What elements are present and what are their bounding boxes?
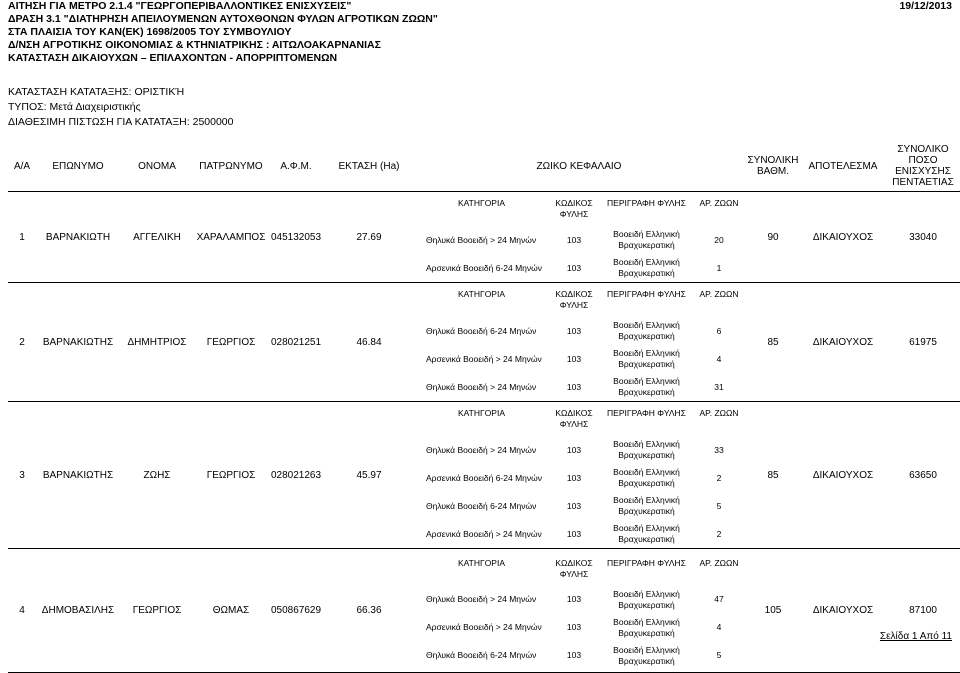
sub-col-category: ΚΑΤΗΓΟΡΙΑ [457, 198, 506, 208]
animal-row [414, 254, 744, 282]
animal-row [414, 586, 744, 614]
cell-area: 66.36 [324, 549, 414, 673]
animal-count: 2 [716, 528, 722, 539]
col-total: ΣΥΝΟΛΙΚΟ ΠΟΣΟ ΕΝΙΣΧΥΣΗΣ ΠΕΝΤΑΕΤΙΑΣ [884, 141, 960, 192]
animal-count: 33 [714, 444, 724, 455]
animal-row [414, 436, 744, 464]
animal-count: 2 [716, 472, 722, 483]
col-name: ΟΝΟΜΑ [120, 141, 194, 192]
cell-total: 63650 [884, 402, 960, 549]
cell-aa: 4 [8, 549, 36, 673]
sub-col-count: ΑΡ. ΖΩΩΝ [699, 198, 739, 208]
document-header [8, 0, 952, 65]
cell-total: 61975 [884, 283, 960, 402]
animal-category: Αρσενικά Βοοειδή > 24 Μηνών [426, 622, 542, 632]
beneficiaries-table [8, 141, 960, 673]
cell-result: ΔΙΚΑΙΟΥΧΟΣ [802, 192, 884, 283]
animal-category: Θηλυκά Βοοειδή > 24 Μηνών [426, 444, 537, 455]
cell-aa: 2 [8, 283, 36, 402]
cell-afm: 050867629 [268, 549, 324, 673]
animal-description: Βοοειδή Ελληνική Βραχυκερατική [613, 348, 680, 369]
cell-total: 33040 [884, 192, 960, 283]
cell-capital [414, 192, 744, 283]
animal-category: Θηλυκά Βοοειδή 6-24 Μηνών [426, 650, 537, 660]
document-date: 19/12/2013 [899, 0, 952, 12]
cell-father: ΓΕΩΡΓΙΟΣ [194, 283, 268, 402]
cell-father: ΧΑΡΑΛΑΜΠΟΣ [194, 192, 268, 283]
sub-col-code: ΚΩΔΙΚΟΣ ΦΥΛΗΣ [555, 198, 593, 219]
col-capital: ΖΩΙΚΟ ΚΕΦΑΛΑΙΟ [414, 141, 744, 192]
animal-category: Θηλυκά Βοοειδή 6-24 Μηνών [426, 500, 537, 511]
animal-count: 20 [714, 234, 724, 245]
cell-name: ΖΩΗΣ [120, 402, 194, 549]
ranking-meta [8, 85, 233, 130]
animal-description: Βοοειδή Ελληνική Βραχυκερατική [613, 644, 680, 666]
animal-header-row [414, 192, 744, 226]
animal-code: 103 [566, 353, 582, 364]
col-area: ΕΚΤΑΣΗ (Ha) [324, 141, 414, 192]
animal-count: 5 [716, 650, 722, 660]
page-number: Σελίδα 1 Από 11 [879, 631, 952, 642]
animal-category: Θηλυκά Βοοειδή > 24 Μηνών [426, 594, 537, 604]
animal-header-row [414, 552, 744, 586]
animal-category: Θηλυκά Βοοειδή 6-24 Μηνών [426, 325, 537, 336]
animal-header-row [414, 402, 744, 436]
cell-result: ΔΙΚΑΙΟΥΧΟΣ [802, 283, 884, 402]
animal-capital-table [414, 552, 744, 670]
sub-col-code: ΚΩΔΙΚΟΣ ΦΥΛΗΣ [555, 289, 593, 310]
cell-area: 27.69 [324, 192, 414, 283]
sub-col-category: ΚΑΤΗΓΟΡΙΑ [457, 289, 506, 299]
animal-description: Βοοειδή Ελληνική Βραχυκερατική [613, 495, 680, 516]
cell-result: ΔΙΚΑΙΟΥΧΟΣ [802, 549, 884, 673]
animal-row [414, 373, 744, 401]
cell-father: ΓΕΩΡΓΙΟΣ [194, 402, 268, 549]
sub-col-description: ΠΕΡΙΓΡΑΦΗ ΦΥΛΗΣ [607, 408, 686, 418]
available-credit: ΔΙΑΘΕΣΙΜΗ ΠΙΣΤΩΣΗ ΓΙΑ ΚΑΤΑΤΑΞΗ: 2500000 [8, 116, 234, 128]
cell-afm: 028021263 [268, 402, 324, 549]
animal-count: 31 [714, 381, 724, 392]
animal-description: Βοοειδή Ελληνική Βραχυκερατική [613, 588, 680, 610]
animal-category: Θηλυκά Βοοειδή > 24 Μηνών [426, 234, 537, 245]
col-score: ΣΥΝΟΛΙΚΗ ΒΑΘΜ. [744, 141, 802, 192]
sub-col-description: ΠΕΡΙΓΡΑΦΗ ΦΥΛΗΣ [607, 289, 686, 299]
sub-col-count: ΑΡ. ΖΩΩΝ [699, 289, 739, 299]
cell-capital [414, 549, 744, 673]
header-line: ΣΤΑ ΠΛΑΙΣΙΑ ΤΟΥ ΚΑΝ(ΕΚ) 1698/2005 ΤΟΥ ΣΥΜΒΟΥΛΙΟΥ [8, 26, 292, 38]
cell-afm: 045132053 [268, 192, 324, 283]
animal-count: 5 [716, 500, 722, 511]
table-row [8, 549, 960, 673]
cell-name: ΔΗΜΗΤΡΙΟΣ [120, 283, 194, 402]
cell-surname: ΒΑΡΝΑΚΙΩΤΗ [36, 192, 120, 283]
cell-result: ΔΙΚΑΙΟΥΧΟΣ [802, 402, 884, 549]
animal-header-row [414, 283, 744, 317]
animal-code: 103 [566, 325, 582, 336]
cell-name: ΑΓΓΕΛΙΚΗ [120, 192, 194, 283]
records-body [8, 192, 960, 673]
col-result: ΑΠΟΤΕΛΕΣΜΑ [802, 141, 884, 192]
table-row [8, 402, 960, 549]
animal-description: Βοοειδή Ελληνική Βραχυκερατική [613, 439, 680, 460]
animal-row [414, 492, 744, 520]
animal-description: Βοοειδή Ελληνική Βραχυκερατική [613, 616, 680, 638]
cell-capital [414, 402, 744, 549]
animal-row [414, 642, 744, 670]
animal-count: 6 [716, 325, 722, 336]
sub-col-count: ΑΡ. ΖΩΩΝ [699, 408, 739, 418]
animal-code: 103 [566, 594, 582, 604]
cell-total: 87100 [884, 549, 960, 673]
cell-score: 90 [744, 192, 802, 283]
sub-col-count: ΑΡ. ΖΩΩΝ [699, 557, 739, 568]
table-row [8, 192, 960, 283]
animal-description: Βοοειδή Ελληνική Βραχυκερατική [613, 229, 680, 250]
header-line: Δ/ΝΣΗ ΑΓΡΟΤΙΚΗΣ ΟΙΚΟΝΟΜΙΑΣ & ΚΤΗΝΙΑΤΡΙΚΗΣ : ΑΙΤΩΛΟΑΚΑΡΝΑΝΙΑΣ [8, 39, 381, 51]
cell-score: 105 [744, 549, 802, 673]
animal-code: 103 [566, 528, 582, 539]
animal-code: 103 [566, 650, 582, 660]
animal-row [414, 614, 744, 642]
cell-surname: ΔΗΜΟΒΑΣΙΛΗΣ [36, 549, 120, 673]
ranking-status: ΚΑΤΑΣΤΑΣΗ ΚΑΤΑΤΑΞΗΣ: ΟΡΙΣΤΙΚΉ [8, 86, 185, 98]
animal-capital-table [414, 402, 744, 548]
cell-afm: 028021251 [268, 283, 324, 402]
header-line: ΚΑΤΑΣΤΑΣΗ ΔΙΚΑΙΟΥΧΩΝ – ΕΠΙΛΑΧΟΝΤΩΝ - ΑΠΟΡΡΙΠΤΟΜΕΝΩΝ [8, 52, 338, 64]
cell-name: ΓΕΩΡΓΙΟΣ [120, 549, 194, 673]
sub-col-category: ΚΑΤΗΓΟΡΙΑ [457, 557, 506, 568]
header-line: ΔΡΑΣΗ 3.1 "ΔΙΑΤΗΡΗΣΗ ΑΠΕΙΛΟΥΜΕΝΩΝ ΑΥΤΟΧΘΟΝΩΝ ΦΥΛΩΝ ΑΓΡΟΤΙΚΩΝ ΖΩΩΝ" [8, 13, 438, 25]
animal-description: Βοοειδή Ελληνική Βραχυκερατική [613, 376, 680, 397]
col-afm: Α.Φ.Μ. [268, 141, 324, 192]
animal-row [414, 345, 744, 373]
animal-description: Βοοειδή Ελληνική Βραχυκερατική [613, 523, 680, 544]
sub-col-code: ΚΩΔΙΚΟΣ ΦΥΛΗΣ [555, 408, 593, 429]
animal-category: Αρσενικά Βοοειδή 6-24 Μηνών [426, 262, 543, 273]
animal-code: 103 [566, 500, 582, 511]
sub-col-description: ΠΕΡΙΓΡΑΦΗ ΦΥΛΗΣ [607, 557, 686, 568]
cell-area: 45.97 [324, 402, 414, 549]
cell-area: 46.84 [324, 283, 414, 402]
animal-capital-table [414, 192, 744, 282]
col-father: ΠΑΤΡΩΝΥΜΟ [194, 141, 268, 192]
animal-code: 103 [566, 234, 582, 245]
animal-code: 103 [566, 472, 582, 483]
cell-aa: 3 [8, 402, 36, 549]
header-line: ΑΙΤΗΣΗ ΓΙΑ ΜΕΤΡΟ 2.1.4 "ΓΕΩΡΓΟΠΕΡΙΒΑΛΛΟΝΤΙΚΕΣ ΕΝΙΣΧΥΣΕΙΣ" [8, 0, 352, 12]
animal-row [414, 520, 744, 548]
animal-row [414, 317, 744, 345]
cell-surname: ΒΑΡΝΑΚΙΩΤΗΣ [36, 402, 120, 549]
table-header-row [8, 141, 960, 192]
sub-col-description: ΠΕΡΙΓΡΑΦΗ ΦΥΛΗΣ [607, 198, 686, 208]
cell-score: 85 [744, 283, 802, 402]
ranking-type: ΤΥΠΟΣ: Μετά Διαχειριστικής [8, 101, 141, 113]
col-surname: ΕΠΩΝΥΜΟ [36, 141, 120, 192]
animal-row [414, 464, 744, 492]
sub-col-category: ΚΑΤΗΓΟΡΙΑ [457, 408, 506, 418]
table-row [8, 283, 960, 402]
animal-row [414, 226, 744, 254]
animal-code: 103 [566, 381, 582, 392]
animal-description: Βοοειδή Ελληνική Βραχυκερατική [613, 257, 680, 278]
cell-surname: ΒΑΡΝΑΚΙΩΤΗΣ [36, 283, 120, 402]
sub-col-code: ΚΩΔΙΚΟΣ ΦΥΛΗΣ [555, 557, 593, 579]
animal-category: Θηλυκά Βοοειδή > 24 Μηνών [426, 381, 537, 392]
animal-category: Αρσενικά Βοοειδή > 24 Μηνών [426, 353, 542, 364]
animal-category: Αρσενικά Βοοειδή > 24 Μηνών [426, 528, 542, 539]
animal-count: 4 [716, 353, 722, 364]
col-aa: Α/Α [8, 141, 36, 192]
cell-father: ΘΩΜΑΣ [194, 549, 268, 673]
cell-capital [414, 283, 744, 402]
animal-capital-table [414, 283, 744, 401]
animal-code: 103 [566, 262, 582, 273]
animal-description: Βοοειδή Ελληνική Βραχυκερατική [613, 467, 680, 488]
animal-count: 1 [716, 262, 722, 273]
animal-category: Αρσενικά Βοοειδή 6-24 Μηνών [426, 472, 543, 483]
animal-code: 103 [566, 444, 582, 455]
cell-score: 85 [744, 402, 802, 549]
animal-count: 4 [716, 622, 722, 632]
animal-code: 103 [566, 622, 582, 632]
cell-aa: 1 [8, 192, 36, 283]
animal-count: 47 [714, 594, 724, 604]
animal-description: Βοοειδή Ελληνική Βραχυκερατική [613, 320, 680, 341]
